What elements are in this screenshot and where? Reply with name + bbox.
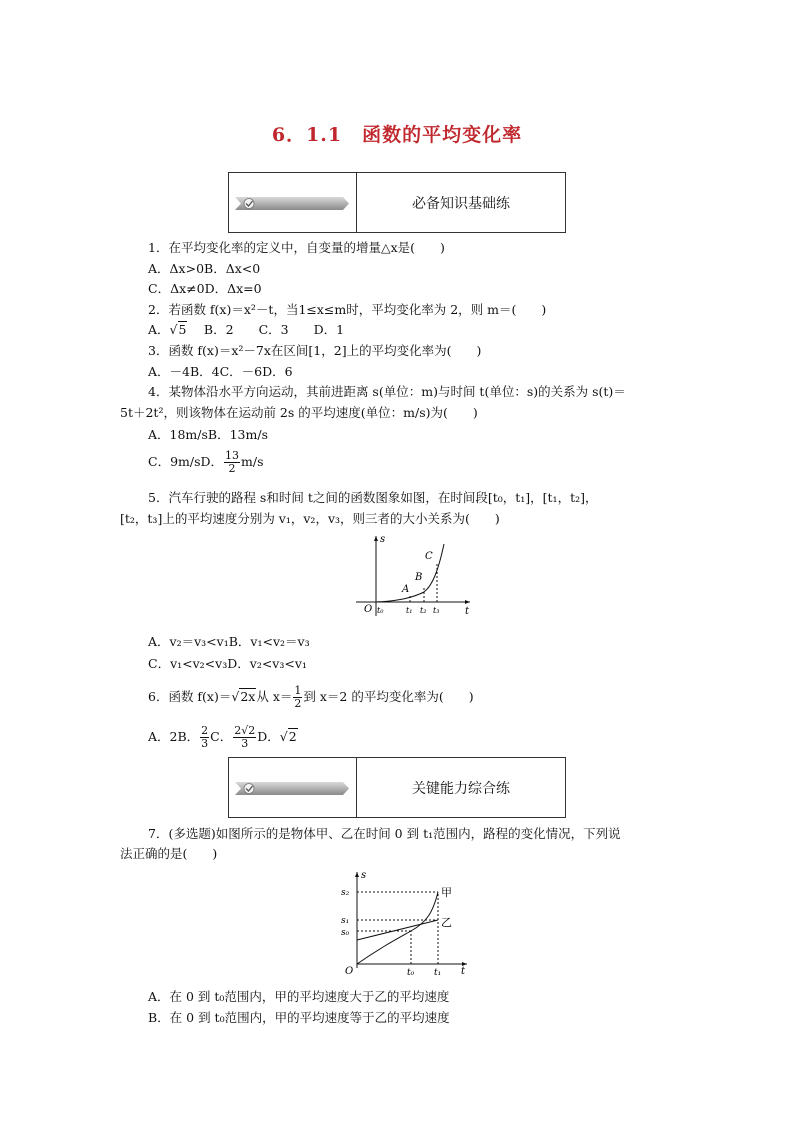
q7-label-t0: t₀: [407, 968, 415, 978]
q6-c-num: 2√2: [234, 724, 256, 737]
q4-unit: m/s: [241, 454, 264, 469]
q6-radicand: 2x: [240, 689, 256, 704]
q4-frac-num: 13: [225, 449, 240, 462]
q6-frac-num: 1: [294, 684, 302, 697]
q4-stem-line2: 5t＋2t²，则该物体在运动前 2s 的平均速度(单位：m/s)为( ): [120, 405, 478, 420]
q7-label-yi: 乙: [441, 916, 452, 929]
q6-b-den: 3: [201, 737, 209, 750]
q6-option-c-frac: [233, 725, 256, 750]
q3-stem: 3．函数 f(x)＝x²－7x在区间[1，2]上的平均变化率为( ): [148, 343, 482, 358]
q5-label-s: s: [380, 534, 386, 545]
q6-d-radicand: 2: [288, 729, 297, 744]
q5-stem-line1: 5．汽车行驶的路程 s和时间 t之间的函数图象如图，在时间段[t₀，t₁]，[t₁，t₂]，: [148, 490, 598, 505]
q6-option-b-frac: [200, 725, 209, 750]
section-header-advanced: [228, 757, 566, 818]
section-banner: [229, 173, 357, 232]
q6-options: [148, 722, 298, 752]
q7-label-s1: s₁: [341, 916, 350, 926]
q7-label-jia: 甲: [441, 886, 452, 899]
q7-curve-jia: [357, 892, 438, 964]
q6-b-num: 2: [201, 724, 209, 737]
q7-option-b: B．在 0 到 t₀范围内，甲的平均速度等于乙的平均速度: [148, 1010, 450, 1025]
page-title: 6．1.1 函数的平均变化率: [271, 124, 523, 146]
q5-curve: [376, 544, 444, 602]
q7-label-s0: s₀: [341, 928, 350, 938]
q7-label-t: t: [461, 966, 466, 977]
q2-sqrt: √5: [169, 322, 187, 337]
q2-radicand: 5: [178, 322, 187, 337]
q6-option-d-label: D．: [257, 729, 280, 744]
q6-sqrt: √2x: [231, 689, 256, 704]
q5-label-t0: t₀: [377, 606, 384, 615]
q6-c-num-coef: 2: [234, 724, 242, 737]
q6-stem-mid: 从 x＝: [256, 689, 293, 704]
q2-options: [148, 322, 344, 338]
q2-options-rest: B．2 C．3 D．1: [187, 322, 345, 337]
q5-graph: [350, 532, 474, 618]
check-bar-icon: [235, 197, 349, 210]
q4-options-c: C．9m/sD．: [148, 454, 224, 469]
q1-stem: 1．在平均变化率的定义中，自变量的增量△x是( ): [148, 240, 445, 255]
q5-options-cd: C．v₁<v₂<v₃D．v₂<v₃<v₁: [148, 656, 307, 671]
q1-options-cd: C．Δx≠0D．Δx=0: [148, 281, 262, 296]
q4-frac-den: 2: [228, 462, 236, 475]
q6-option-d-sqrt: √2: [279, 729, 297, 744]
q4-stem-line1: 4．某物体沿水平方向运动，其前进距离 s(单位：m)与时间 t(单位：s)的关系为 s(t)＝: [148, 384, 626, 399]
q5-label-t: t: [465, 606, 470, 617]
q5-label-t2: t₂: [420, 606, 427, 615]
q7-option-a: A．在 0 到 t₀范围内，甲的平均速度大于乙的平均速度: [148, 989, 450, 1004]
q3-options: A．－4B．4C．－6D．6: [148, 364, 293, 379]
q6-frac-den: 2: [294, 697, 302, 710]
q5-label-a: A: [402, 584, 410, 595]
section-header-basic: [228, 172, 566, 233]
q6-option-a: A．2B．: [148, 729, 200, 744]
q6-stem-prefix: 6．函数 f(x)＝: [148, 689, 232, 704]
q7-graph: [335, 868, 475, 982]
q1-options-ab: A．Δx>0B．Δx<0: [148, 261, 261, 276]
q5-label-o: O: [364, 604, 373, 615]
q5-label-c: C: [425, 551, 433, 562]
section-banner: [229, 758, 357, 817]
q5-label-t3: t₃: [433, 606, 440, 615]
q6-stem-suffix: 到 x＝2 的平均变化率为( ): [303, 689, 474, 704]
q2-stem: 2．若函数 f(x)＝x²－t，当1≤x≤m时，平均变化率为 2，则 m＝( ): [148, 302, 547, 317]
q7-line-yi: [357, 920, 438, 940]
q4-options-ab: A．18m/sB．13m/s: [148, 427, 268, 442]
q6-c-num-radicand: 2: [248, 724, 256, 737]
q7-label-t1: t₁: [434, 968, 442, 978]
q6-option-c-label: C．: [210, 729, 233, 744]
q6-stem: [148, 685, 474, 709]
q7-label-o: O: [345, 966, 354, 977]
q7-stem-line1: 7．(多选题)如图所示的是物体甲、乙在时间 0 到 t₁范围内，路程的变化情况，下列说: [148, 826, 621, 841]
q2-option-a-label: A．: [148, 322, 170, 337]
q4-fraction: [224, 450, 240, 475]
section-label: 必备知识基础练: [412, 195, 510, 212]
section-label: 关键能力综合练: [412, 780, 510, 797]
q5-label-b: B: [415, 572, 423, 583]
q6-fraction: [293, 685, 302, 710]
q6-c-den: 3: [241, 737, 249, 750]
check-bar-icon: [235, 782, 349, 795]
q4-options-cd: [148, 450, 264, 475]
q5-label-t1: t₁: [406, 606, 413, 615]
q5-stem-line2: [t₂，t₃]上的平均速度分别为 v₁，v₂，v₃，则三者的大小关系为( ): [120, 511, 500, 526]
q7-label-s: s: [361, 870, 367, 881]
q5-options-ab: A．v₂＝v₃<v₁B．v₁<v₂＝v₃: [148, 634, 310, 649]
q7-label-s2: s₂: [341, 888, 350, 898]
q7-stem-line2: 法正确的是( ): [120, 846, 218, 861]
